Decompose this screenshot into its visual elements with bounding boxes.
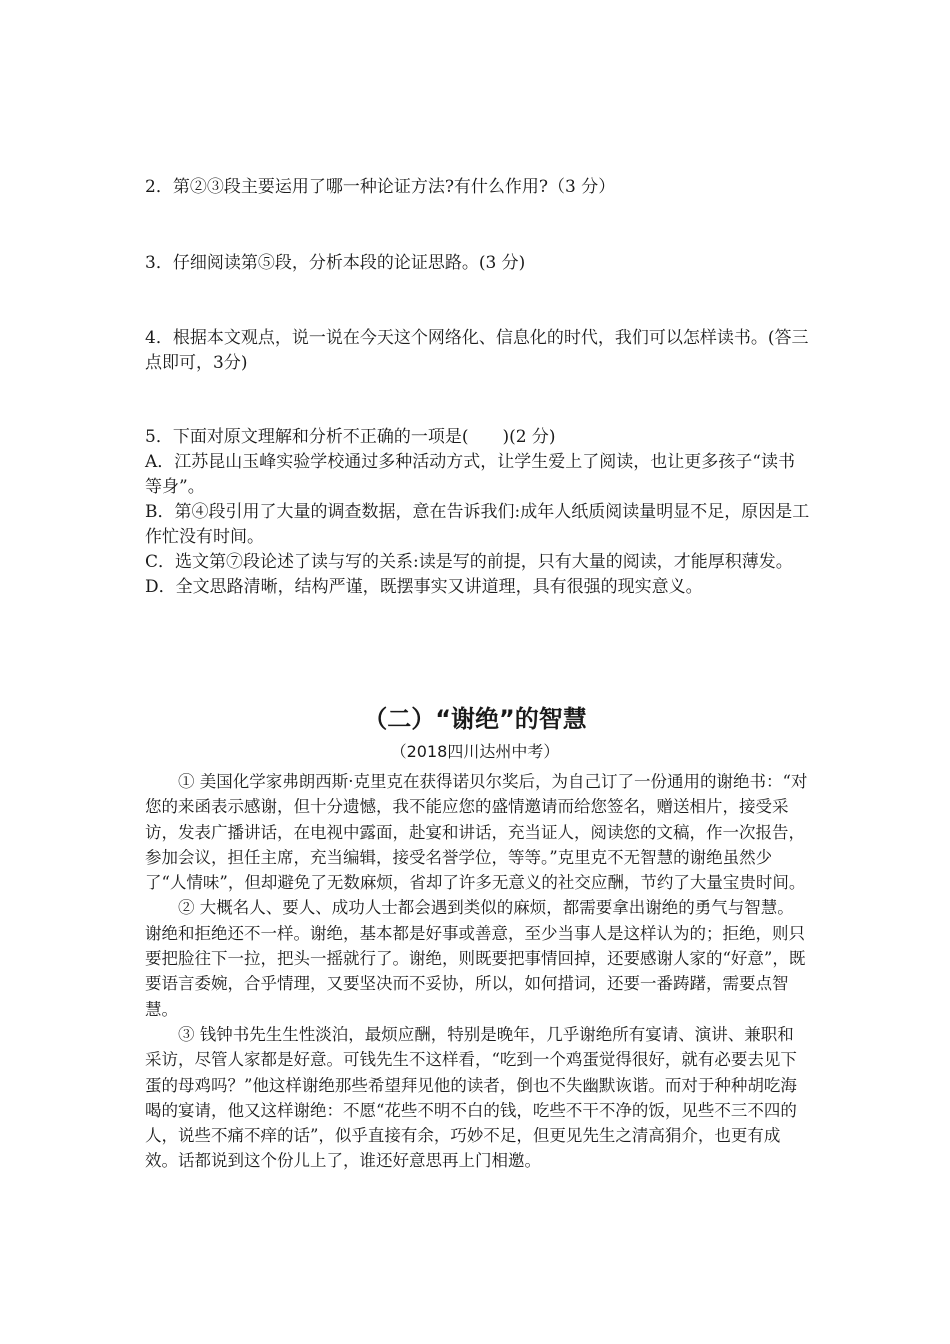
question-5-stem: 5．下面对原文理解和分析不正确的一项是( )(2 分) <box>145 427 556 447</box>
question-2 <box>145 175 810 200</box>
question-5-option-c: C．选文第⑦段论述了读与写的关系:读是写的前提，只有大量的阅读，才能厚积薄发。 <box>145 552 793 572</box>
question-4 <box>145 326 810 376</box>
article-paragraph-2: ② 大概名人、要人、成功人士都会遇到类似的麻烦，都需要拿出谢绝的勇气与智慧。谢绝和拒绝还不一样。谢绝，基本都是好事或善意，至少当事人是这样认为的；拒绝，则只要把脸往下一拉，把头一摇就行了。谢绝，则既要把事情回掉，还要感谢人家的“好意”，既要语言委婉，合乎情理，又要坚决而不妥协，所以，如何措词，还要一番踌躇，需要点智慧。 <box>145 898 806 1019</box>
question-5 <box>145 425 810 600</box>
question-5-option-a: A．江苏昆山玉峰实验学校通过多种活动方式，让学生爱上了阅读，也让更多孩子“读书等身”。 <box>145 452 795 497</box>
question-3 <box>145 251 810 276</box>
article-paragraph-1: ① 美国化学家弗朗西斯·克里克在获得诺贝尔奖后，为自己订了一份通用的谢绝书：“对您的来函表示感谢，但十分遗憾，我不能应您的盛情邀请而给您签名，赠送相片，接受采访，发表广播讲话，在电视中露面，赴宴和讲话，充当证人，阅读您的文稿，作一次报告，参加会议，担任主席，充当编辑，接受名誉学位，等等。”克里克不无智慧的谢绝虽然少了“人情味”，但却避免了无数麻烦，省却了许多无意义的社交应酬，节约了大量宝贵时间。 <box>145 772 808 893</box>
question-5-option-d: D．全文思路清晰，结构严谨，既摆事实又讲道理，具有很强的现实意义。 <box>145 577 703 597</box>
question-2-text: 2．第②③段主要运用了哪一种论证方法?有什么作用?（3 分） <box>145 177 616 197</box>
article-paragraph-3: ③ 钱钟书先生生性淡泊，最烦应酬，特别是晚年，几乎谢绝所有宴请、演讲、兼职和采访，尽管人家都是好意。可钱先生不这样看，“吃到一个鸡蛋觉得很好，就有必要去见下蛋的母鸡吗？”他这样谢绝那些希望拜见他的读者，倒也不失幽默诙谐。而对于种种胡吃海喝的宴请，他又这样谢绝：不愿“花些不明不白的钱，吃些不干不净的饭，见些不三不四的人，说些不痛不痒的话”，似乎直接有余，巧妙不足，但更见先生之清高狷介，也更有成效。话都说到这个份儿上了，谁还好意思再上门相邀。 <box>145 1024 797 1171</box>
section-source: （2018四川达州中考） <box>390 742 560 761</box>
article-body <box>145 769 810 1174</box>
question-3-text: 3．仔细阅读第⑤段，分析本段的论证思路。(3 分) <box>145 253 526 273</box>
question-5-option-b: B．第④段引用了大量的调查数据，意在告诉我们:成年人纸质阅读量明显不足，原因是工作忙没有时间。 <box>145 502 810 547</box>
section-title: （二）“谢绝”的智慧 <box>363 705 587 733</box>
question-4-text: 4．根据本文观点，说一说在今天这个网络化、信息化的时代，我们可以怎样读书。(答三点即可，3分) <box>145 328 809 373</box>
